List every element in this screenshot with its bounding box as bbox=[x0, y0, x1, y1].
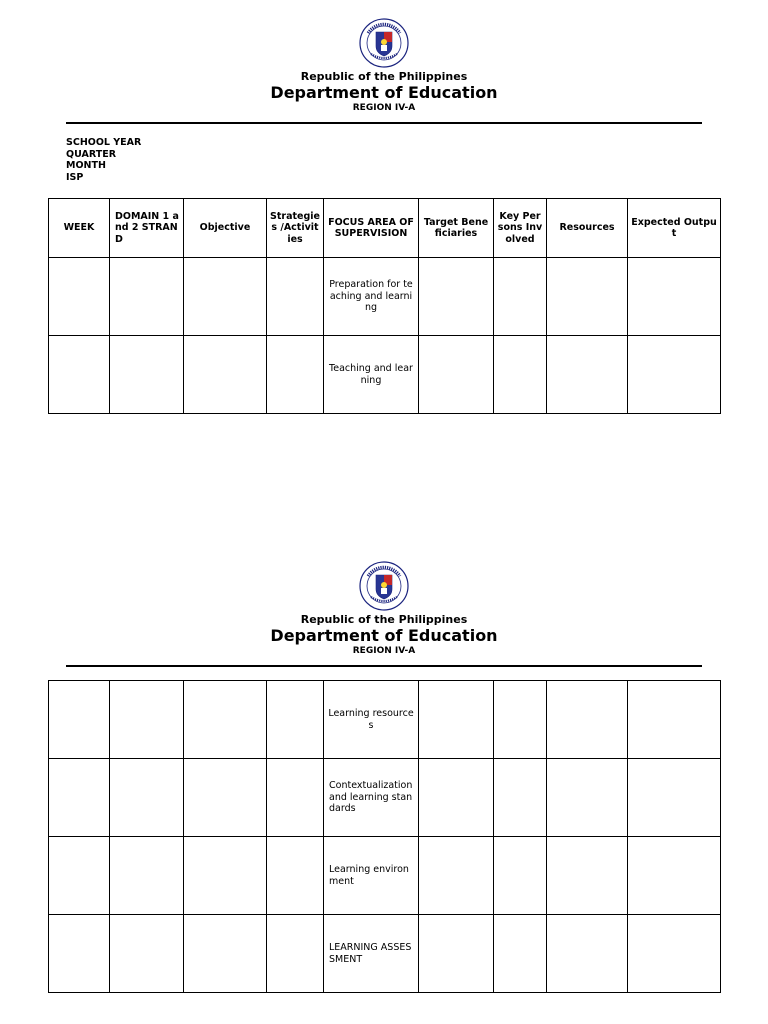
cell-key-persons[interactable] bbox=[494, 336, 547, 414]
cell-output[interactable] bbox=[628, 681, 721, 759]
cell-week[interactable] bbox=[49, 258, 110, 336]
cell-domain[interactable] bbox=[110, 759, 184, 837]
cell-objective[interactable] bbox=[184, 837, 267, 915]
cell-target[interactable] bbox=[419, 336, 494, 414]
cell-strategies[interactable] bbox=[267, 336, 324, 414]
col-expected-output: Expected Output bbox=[628, 199, 721, 258]
deped-seal-icon bbox=[359, 561, 409, 611]
deped-seal-icon bbox=[359, 18, 409, 68]
col-objective: Objective bbox=[184, 199, 267, 258]
cell-objective[interactable] bbox=[184, 915, 267, 993]
cell-resources[interactable] bbox=[547, 759, 628, 837]
cell-domain[interactable] bbox=[110, 915, 184, 993]
cell-strategies[interactable] bbox=[267, 915, 324, 993]
table-row bbox=[49, 681, 721, 759]
cell-week[interactable] bbox=[49, 837, 110, 915]
cell-strategies[interactable] bbox=[267, 759, 324, 837]
cell-key-persons[interactable] bbox=[494, 681, 547, 759]
col-key-persons: Key Persons Involved bbox=[494, 199, 547, 258]
cell-objective[interactable] bbox=[184, 336, 267, 414]
cell-output[interactable] bbox=[628, 759, 721, 837]
republic-heading: Republic of the Philippines bbox=[300, 70, 468, 83]
cell-focus-area: Preparation for teaching and learning bbox=[324, 258, 419, 336]
table-row bbox=[49, 336, 721, 414]
region-label: REGION IV-A bbox=[352, 646, 416, 656]
table-row bbox=[49, 759, 721, 837]
department-title: Department of Education bbox=[270, 83, 498, 102]
table-header-row bbox=[49, 199, 721, 258]
cell-week[interactable] bbox=[49, 681, 110, 759]
cell-target[interactable] bbox=[419, 915, 494, 993]
col-focus-area: FOCUS AREA OF SUPERVISION bbox=[324, 199, 419, 258]
page2-header bbox=[0, 561, 768, 657]
cell-focus-area: Learning resources bbox=[324, 681, 419, 759]
supervision-plan-table bbox=[48, 198, 721, 414]
cell-objective[interactable] bbox=[184, 681, 267, 759]
cell-week[interactable] bbox=[49, 336, 110, 414]
table-row bbox=[49, 258, 721, 336]
cell-key-persons[interactable] bbox=[494, 759, 547, 837]
table-row bbox=[49, 837, 721, 915]
cell-domain[interactable] bbox=[110, 336, 184, 414]
cell-output[interactable] bbox=[628, 837, 721, 915]
header-divider bbox=[66, 122, 702, 124]
cell-resources[interactable] bbox=[547, 837, 628, 915]
cell-resources[interactable] bbox=[547, 336, 628, 414]
cell-week[interactable] bbox=[49, 915, 110, 993]
cell-domain[interactable] bbox=[110, 837, 184, 915]
cell-focus-area: Teaching and learning bbox=[324, 336, 419, 414]
cell-resources[interactable] bbox=[547, 258, 628, 336]
header-divider bbox=[66, 665, 702, 667]
cell-target[interactable] bbox=[419, 837, 494, 915]
cell-week[interactable] bbox=[49, 759, 110, 837]
cell-domain[interactable] bbox=[110, 681, 184, 759]
region-label: REGION IV-A bbox=[352, 103, 416, 113]
info-month: MONTH bbox=[66, 160, 106, 171]
cell-resources[interactable] bbox=[547, 915, 628, 993]
cell-output[interactable] bbox=[628, 915, 721, 993]
col-strategies: Strategies /Activities bbox=[267, 199, 324, 258]
info-quarter: QUARTER bbox=[66, 148, 117, 160]
cell-domain[interactable] bbox=[110, 258, 184, 336]
supervision-plan-table-continued bbox=[48, 680, 721, 993]
cell-target[interactable] bbox=[419, 759, 494, 837]
cell-strategies[interactable] bbox=[267, 258, 324, 336]
page1-header bbox=[0, 18, 768, 114]
col-resources: Resources bbox=[547, 199, 628, 258]
cell-strategies[interactable] bbox=[267, 837, 324, 915]
cell-resources[interactable] bbox=[547, 681, 628, 759]
info-block bbox=[66, 137, 141, 183]
cell-strategies[interactable] bbox=[267, 681, 324, 759]
cell-key-persons[interactable] bbox=[494, 915, 547, 993]
col-domain: DOMAIN 1 and 2 STRAND bbox=[110, 199, 184, 258]
cell-objective[interactable] bbox=[184, 258, 267, 336]
cell-key-persons[interactable] bbox=[494, 258, 547, 336]
department-title: Department of Education bbox=[270, 626, 498, 645]
cell-key-persons[interactable] bbox=[494, 837, 547, 915]
info-school-year: SCHOOL YEAR bbox=[66, 137, 142, 148]
col-target-beneficiaries: Target Beneficiaries bbox=[419, 199, 494, 258]
col-week: WEEK bbox=[49, 199, 110, 258]
cell-output[interactable] bbox=[628, 336, 721, 414]
republic-heading: Republic of the Philippines bbox=[300, 613, 468, 626]
cell-objective[interactable] bbox=[184, 759, 267, 837]
cell-target[interactable] bbox=[419, 681, 494, 759]
table-row bbox=[49, 915, 721, 993]
cell-output[interactable] bbox=[628, 258, 721, 336]
cell-target[interactable] bbox=[419, 258, 494, 336]
cell-focus-area: Contextualization and learning standards bbox=[324, 759, 419, 837]
cell-focus-area: Learning environment bbox=[324, 837, 419, 915]
info-isp: ISP bbox=[66, 171, 84, 183]
cell-focus-area: LEARNING ASSESSMENT bbox=[324, 915, 419, 993]
